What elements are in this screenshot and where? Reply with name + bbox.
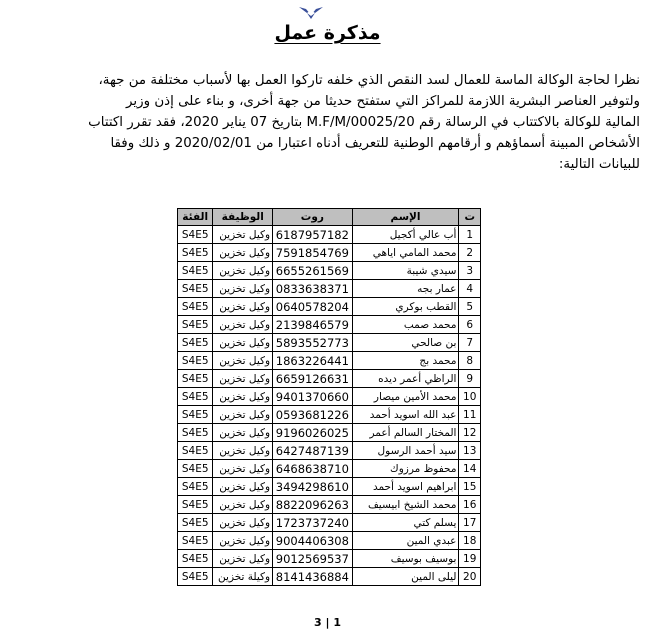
row-number-cell: 16 [459, 496, 481, 514]
paragraph-line: الأشخاص المبينة أسماؤهم و أرقامهم الوطنية للتعريف أدناه اعتبارا من 2020/02/01 و ذلك وفقا [110, 136, 640, 151]
employee-name-cell: سيدي شيبة [352, 262, 459, 280]
table-row [178, 316, 481, 334]
national-id-cell: 0640578204 [273, 298, 352, 316]
table-row [178, 478, 481, 496]
grade-cell: S4E5 [178, 424, 213, 442]
employee-name-cell: محمد صمب [352, 316, 459, 334]
table-row [178, 568, 481, 586]
row-number-cell: 15 [459, 478, 481, 496]
row-number-cell: 5 [459, 298, 481, 316]
job-title-cell: وكيل تخزين [213, 316, 273, 334]
row-number-cell: 20 [459, 568, 481, 586]
national-id-cell: 6468638710 [273, 460, 352, 478]
row-number-cell: 1 [459, 226, 481, 244]
job-title-cell: وكيل تخزين [213, 280, 273, 298]
grade-cell: S4E5 [178, 280, 213, 298]
table-row [178, 550, 481, 568]
grade-cell: S4E5 [178, 406, 213, 424]
national-id-cell: 9196026025 [273, 424, 352, 442]
job-title-cell: وكيل تخزين [213, 244, 273, 262]
employee-name-cell: عبد الله اسويد أحمد [352, 406, 459, 424]
table-row [178, 244, 481, 262]
national-id-cell: 2139846579 [273, 316, 352, 334]
job-title-cell: وكيل تخزين [213, 298, 273, 316]
page-title: مذكرة عمل [274, 22, 381, 44]
job-title-cell: وكيل تخزين [213, 532, 273, 550]
grade-cell: S4E5 [178, 532, 213, 550]
job-title-cell: وكيل تخزين [213, 352, 273, 370]
row-number-cell: 14 [459, 460, 481, 478]
table-row [178, 298, 481, 316]
employee-name-cell: بن صالحي [352, 334, 459, 352]
table-row [178, 514, 481, 532]
grade-cell: S4E5 [178, 442, 213, 460]
table-header-row [178, 209, 481, 226]
row-number-cell: 17 [459, 514, 481, 532]
job-title-cell: وكيل تخزين [213, 478, 273, 496]
national-id-cell: 9004406308 [273, 532, 352, 550]
employee-name-cell: محمد المامي اياهي [352, 244, 459, 262]
employee-name-cell: بوسيف بوسيف [352, 550, 459, 568]
memo-paragraph [86, 70, 640, 175]
employee-name-cell: محمد الأمين ميصار [352, 388, 459, 406]
national-id-cell: 8822096263 [273, 496, 352, 514]
row-number-cell: 12 [459, 424, 481, 442]
job-title-cell: وكيل تخزين [213, 460, 273, 478]
job-title-cell: وكيل تخزين [213, 406, 273, 424]
table-row [178, 334, 481, 352]
national-id-cell: 0833638371 [273, 280, 352, 298]
table-row [178, 460, 481, 478]
national-id-cell: 7591854769 [273, 244, 352, 262]
row-number-cell: 6 [459, 316, 481, 334]
header-job: الوظيفة [213, 209, 273, 226]
national-id-cell: 6659126631 [273, 370, 352, 388]
job-title-cell: وكيل تخزين [213, 442, 273, 460]
row-number-cell: 18 [459, 532, 481, 550]
paragraph-line: المالية للوكالة بالاكتتاب في الرسالة رقم 00025/20/M.F/M بتاريخ 07 يناير 2020، فقد تقرر اكتتاب [88, 115, 640, 130]
job-title-cell: وكيل تخزين [213, 388, 273, 406]
table-row [178, 496, 481, 514]
national-id-cell: 6655261569 [273, 262, 352, 280]
table-row [178, 280, 481, 298]
employee-name-cell: سيد أحمد الرسول [352, 442, 459, 460]
job-title-cell: وكيل تخزين [213, 262, 273, 280]
row-number-cell: 3 [459, 262, 481, 280]
job-title-cell: وكيل تخزين [213, 550, 273, 568]
job-title-cell: وكيل تخزين [213, 424, 273, 442]
job-title-cell: وكيل تخزين [213, 514, 273, 532]
grade-cell: S4E5 [178, 262, 213, 280]
paragraph-line: نظرا لحاجة الوكالة الماسة للعمال لسد النقص الذي خلفه تاركوا العمل بها لأسباب مختلفة من جهة، [98, 73, 640, 88]
employee-name-cell: الراظي أعمر ديده [352, 370, 459, 388]
grade-cell: S4E5 [178, 334, 213, 352]
employee-name-cell: محفوظ مرزوك [352, 460, 459, 478]
grade-cell: S4E5 [178, 550, 213, 568]
table-row [178, 226, 481, 244]
row-number-cell: 8 [459, 352, 481, 370]
employee-name-cell: أب عالي أكجيل [352, 226, 459, 244]
row-number-cell: 13 [459, 442, 481, 460]
national-id-cell: 9012569537 [273, 550, 352, 568]
job-title-cell: وكيل تخزين [213, 334, 273, 352]
employee-name-cell: ابراهيم اسويد أحمد [352, 478, 459, 496]
employee-name-cell: ليلى المين [352, 568, 459, 586]
employee-name-cell: المختار السالم أعمر [352, 424, 459, 442]
grade-cell: S4E5 [178, 316, 213, 334]
row-number-cell: 9 [459, 370, 481, 388]
national-id-cell: 6427487139 [273, 442, 352, 460]
grade-cell: S4E5 [178, 568, 213, 586]
table-row [178, 424, 481, 442]
grade-cell: S4E5 [178, 478, 213, 496]
job-title-cell: وكيل تخزين [213, 496, 273, 514]
employee-name-cell: عمار بجه [352, 280, 459, 298]
row-number-cell: 19 [459, 550, 481, 568]
grade-cell: S4E5 [178, 514, 213, 532]
table-row [178, 532, 481, 550]
row-number-cell: 11 [459, 406, 481, 424]
employee-name-cell: القطب بوكري [352, 298, 459, 316]
employee-name-cell: محمد الشيخ ابيسيف [352, 496, 459, 514]
job-title-cell: وكيل تخزين [213, 226, 273, 244]
header-id: روت [273, 209, 352, 226]
national-id-cell: 0593681226 [273, 406, 352, 424]
paragraph-line: ولتوفير العناصر البشرية اللازمة للمراكز التي ستفتح حديثا من جهة أخرى، و بناء على إذن وزير [126, 94, 640, 109]
grade-cell: S4E5 [178, 460, 213, 478]
bird-logo-icon [298, 4, 324, 22]
table-row [178, 352, 481, 370]
row-number-cell: 4 [459, 280, 481, 298]
employee-name-cell: محمد بج [352, 352, 459, 370]
table-row [178, 388, 481, 406]
header-grade: الفئة [178, 209, 213, 226]
grade-cell: S4E5 [178, 388, 213, 406]
national-id-cell: 3494298610 [273, 478, 352, 496]
grade-cell: S4E5 [178, 298, 213, 316]
job-title-cell: وكيل تخزين [213, 370, 273, 388]
grade-cell: S4E5 [178, 496, 213, 514]
grade-cell: S4E5 [178, 370, 213, 388]
national-id-cell: 1863226441 [273, 352, 352, 370]
table-body [178, 226, 481, 586]
table-row [178, 442, 481, 460]
row-number-cell: 10 [459, 388, 481, 406]
national-id-cell: 1723737240 [273, 514, 352, 532]
paragraph-line: للبيانات التالية: [558, 157, 640, 172]
grade-cell: S4E5 [178, 352, 213, 370]
row-number-cell: 2 [459, 244, 481, 262]
employee-name-cell: يسلم كتي [352, 514, 459, 532]
header-num: ت [459, 209, 481, 226]
table-row [178, 406, 481, 424]
table-row [178, 262, 481, 280]
header-name: الإسم [352, 209, 459, 226]
table-row [178, 370, 481, 388]
job-title-cell: وكيلة تخزين [213, 568, 273, 586]
employee-name-cell: عبدي المين [352, 532, 459, 550]
row-number-cell: 7 [459, 334, 481, 352]
grade-cell: S4E5 [178, 226, 213, 244]
staff-table [177, 208, 481, 586]
grade-cell: S4E5 [178, 244, 213, 262]
national-id-cell: 6187957182 [273, 226, 352, 244]
national-id-cell: 8141436884 [273, 568, 352, 586]
national-id-cell: 9401370660 [273, 388, 352, 406]
page-number: 3 | 1 [314, 616, 341, 629]
national-id-cell: 5893552773 [273, 334, 352, 352]
